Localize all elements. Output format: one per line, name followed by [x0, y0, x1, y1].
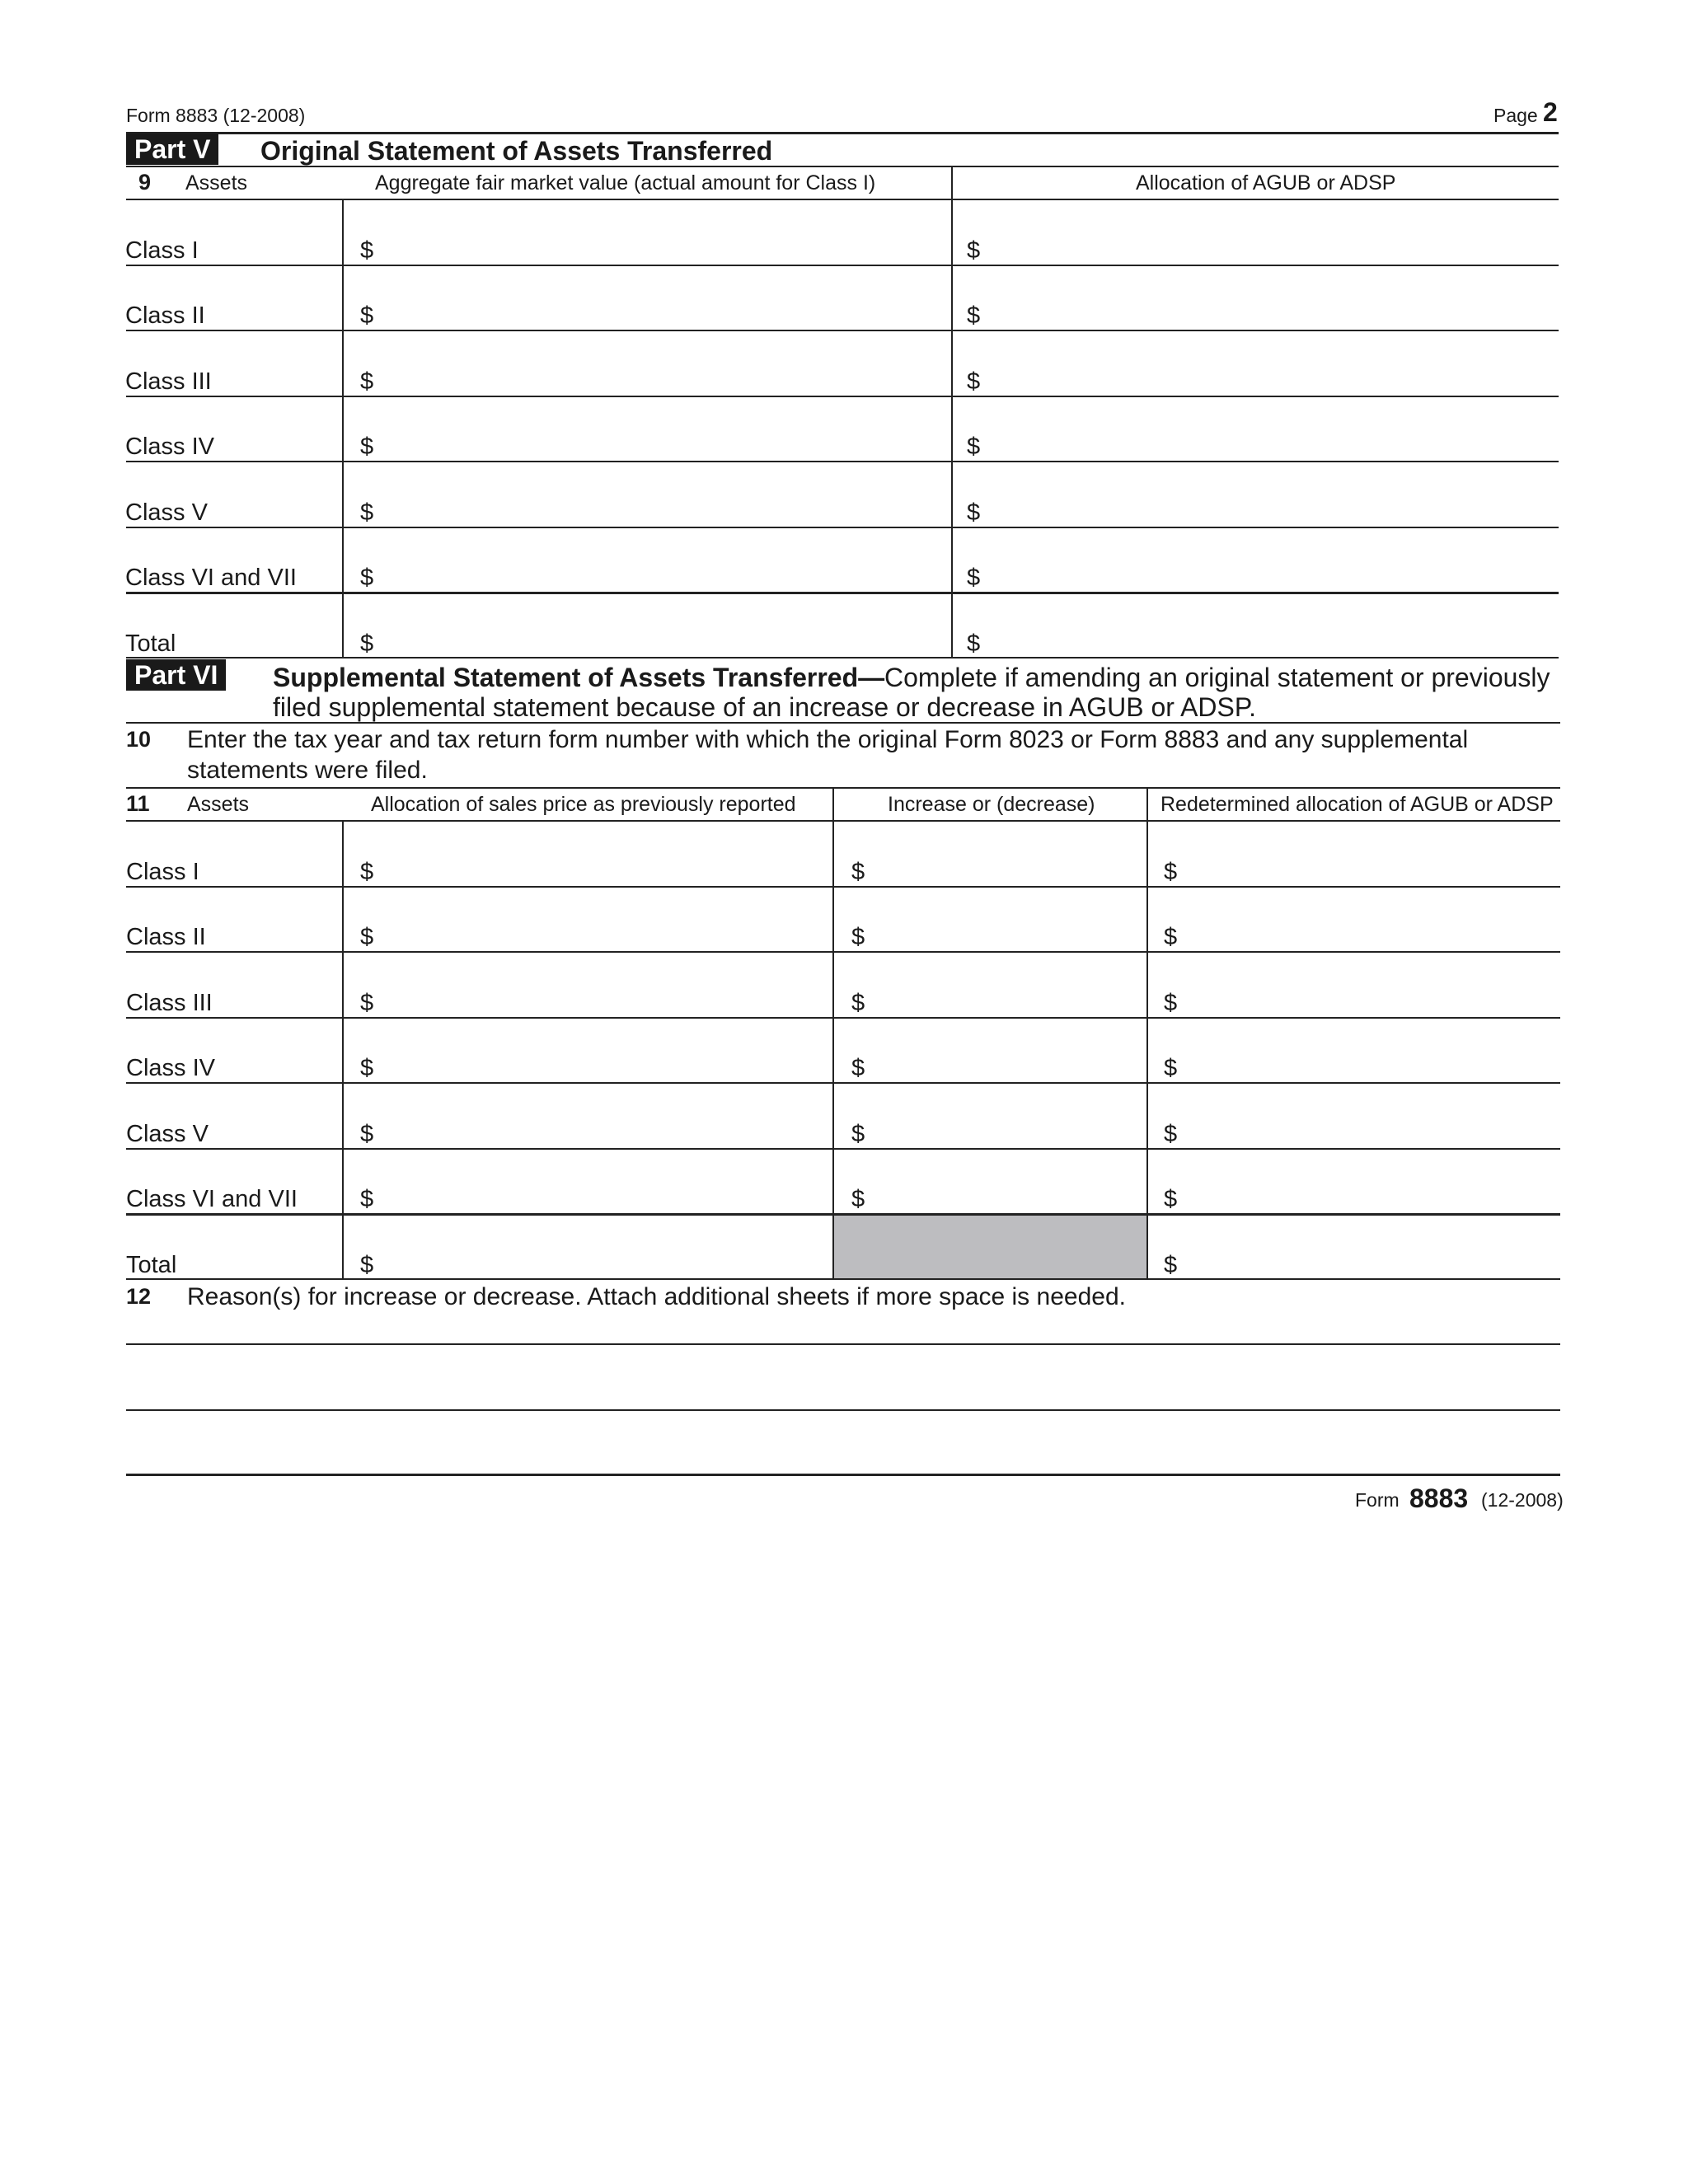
part6-amount-field[interactable]: $	[360, 1055, 374, 1081]
line12-text: Reason(s) for increase or decrease. Attach additional sheets if more space is needed.	[187, 1283, 1126, 1310]
line12-answer-line-1[interactable]	[126, 1343, 1560, 1345]
footer-form-word: Form	[1355, 1489, 1400, 1511]
part5-amount-field[interactable]: $	[967, 630, 981, 657]
part6-badge: Part VI	[126, 659, 226, 691]
part5-amount-field[interactable]: $	[967, 499, 981, 526]
part6-row-label: Total	[126, 1251, 177, 1278]
total-increase-shaded-cell	[834, 1215, 1146, 1278]
part6-amount-field[interactable]: $	[360, 1251, 374, 1278]
line11-number: 11	[126, 791, 150, 816]
part5-amount-field[interactable]: $	[360, 499, 374, 526]
part5-divider-1	[342, 199, 344, 657]
part5-row-label: Total	[125, 630, 176, 657]
page-label: Page	[1493, 105, 1538, 126]
part5-amount-field[interactable]: $	[360, 565, 374, 591]
part5-header-rule	[126, 199, 1559, 200]
part5-row-label: Class VI and VII	[125, 565, 297, 591]
part6-title-bold: Supplemental Statement of Assets Transferred—	[273, 663, 885, 692]
part5-amount-field[interactable]: $	[360, 302, 374, 329]
part5-amount-field[interactable]: $	[967, 434, 981, 460]
part6-row-label: Class IV	[126, 1055, 215, 1081]
part5-row-rule	[126, 592, 1559, 594]
part6-row-label: Class III	[126, 989, 213, 1016]
footer-form-number: 8883	[1409, 1483, 1469, 1513]
part6-row-rule	[126, 1148, 1560, 1150]
part5-title-rule	[126, 166, 1559, 167]
part6-amount-field[interactable]: $	[1164, 1251, 1178, 1278]
part6-amount-field[interactable]: $	[851, 989, 865, 1016]
part6-row-rule	[126, 1082, 1560, 1084]
part5-col-alloc: Allocation of AGUB or ADSP	[1136, 171, 1396, 194]
part5-divider-2	[951, 166, 953, 657]
part6-bottom-rule	[126, 1278, 1560, 1280]
part5-amount-field[interactable]: $	[360, 368, 374, 395]
part6-amount-field[interactable]: $	[360, 1120, 374, 1147]
part5-amount-field[interactable]: $	[967, 368, 981, 395]
part6-amount-field[interactable]: $	[360, 924, 374, 950]
part5-bottom-rule	[126, 657, 1559, 658]
part6-row-label: Class V	[126, 1120, 209, 1147]
form-info: Form 8883 (12-2008)	[126, 105, 306, 126]
part5-amount-field[interactable]: $	[967, 565, 981, 591]
part6-col-assets: Assets	[187, 793, 250, 816]
part5-row-rule	[126, 265, 1559, 266]
part5-row-label: Class II	[125, 302, 205, 329]
part6-row-label: Class I	[126, 858, 199, 885]
part5-col-assets: Assets	[185, 171, 248, 194]
header-rule	[126, 132, 1559, 134]
part5-amount-field[interactable]: $	[360, 434, 374, 460]
part6-row-label: Class II	[126, 924, 206, 950]
part6-row-label: Class VI and VII	[126, 1186, 298, 1212]
part6-title-rule	[126, 722, 1560, 724]
part6-col-redet: Redetermined allocation of AGUB or ADSP	[1160, 793, 1554, 816]
part5-amount-field[interactable]: $	[360, 237, 374, 264]
part6-col-prev: Allocation of sales price as previously reported	[371, 793, 796, 816]
part6-amount-field[interactable]: $	[1164, 858, 1178, 885]
part6-amount-field[interactable]: $	[851, 924, 865, 950]
line12-answer-line-2[interactable]	[126, 1409, 1560, 1411]
part6-title-rest-2: filed supplemental statement because of an increase or decrease in AGUB or ADSP.	[273, 692, 1256, 722]
part6-amount-field[interactable]: $	[851, 1120, 865, 1147]
part6-amount-field[interactable]: $	[360, 1186, 374, 1212]
footer-revision: (12-2008)	[1481, 1489, 1564, 1511]
part6-amount-field[interactable]: $	[360, 989, 374, 1016]
part5-row-rule	[126, 461, 1559, 462]
part5-col-fmv: Aggregate fair market value (actual amount for Class I)	[375, 171, 876, 194]
line12-number: 12	[126, 1284, 152, 1309]
part6-row-rule	[126, 951, 1560, 953]
part6-amount-field[interactable]: $	[851, 1186, 865, 1212]
part6-amount-field[interactable]: $	[1164, 989, 1178, 1016]
part5-row-label: Class III	[125, 368, 212, 395]
part6-amount-field[interactable]: $	[851, 858, 865, 885]
part5-row-rule	[126, 330, 1559, 331]
part5-row-rule	[126, 396, 1559, 397]
part5-title: Original Statement of Assets Transferred	[260, 136, 773, 166]
part6-divider-1	[342, 820, 344, 1278]
footer-rule	[126, 1474, 1560, 1476]
part6-row-rule	[126, 1017, 1560, 1019]
part6-divider-3	[1146, 787, 1148, 1278]
part6-divider-2	[832, 787, 834, 1278]
line9-number: 9	[138, 170, 152, 194]
part5-row-rule	[126, 527, 1559, 528]
part5-row-label: Class I	[125, 237, 199, 264]
part5-amount-field[interactable]: $	[967, 302, 981, 329]
line10-number: 10	[126, 727, 152, 752]
part6-amount-field[interactable]: $	[851, 1055, 865, 1081]
line10-text-1: Enter the tax year and tax return form number with which the original Form 8023 or Form 8883 and any supplemental	[187, 726, 1469, 753]
part5-badge: Part V	[126, 134, 218, 165]
part6-amount-field[interactable]: $	[1164, 1186, 1178, 1212]
page-number: 2	[1543, 97, 1558, 127]
line10-text-2: statements were filed.	[187, 757, 428, 784]
part6-row-rule	[126, 1213, 1560, 1216]
part6-header-rule	[126, 820, 1560, 822]
part6-col-incdec: Increase or (decrease)	[888, 793, 1095, 816]
part5-amount-field[interactable]: $	[967, 237, 981, 264]
part5-amount-field[interactable]: $	[360, 630, 374, 657]
line10-rule	[126, 787, 1560, 789]
part6-amount-field[interactable]: $	[360, 858, 374, 885]
part6-amount-field[interactable]: $	[1164, 1055, 1178, 1081]
part6-title-rest-1: Complete if amending an original statement or previously	[884, 663, 1550, 692]
part6-amount-field[interactable]: $	[1164, 1120, 1178, 1147]
part6-amount-field[interactable]: $	[1164, 924, 1178, 950]
part6-row-rule	[126, 886, 1560, 888]
part5-row-label: Class V	[125, 499, 208, 526]
part5-row-label: Class IV	[125, 434, 214, 460]
